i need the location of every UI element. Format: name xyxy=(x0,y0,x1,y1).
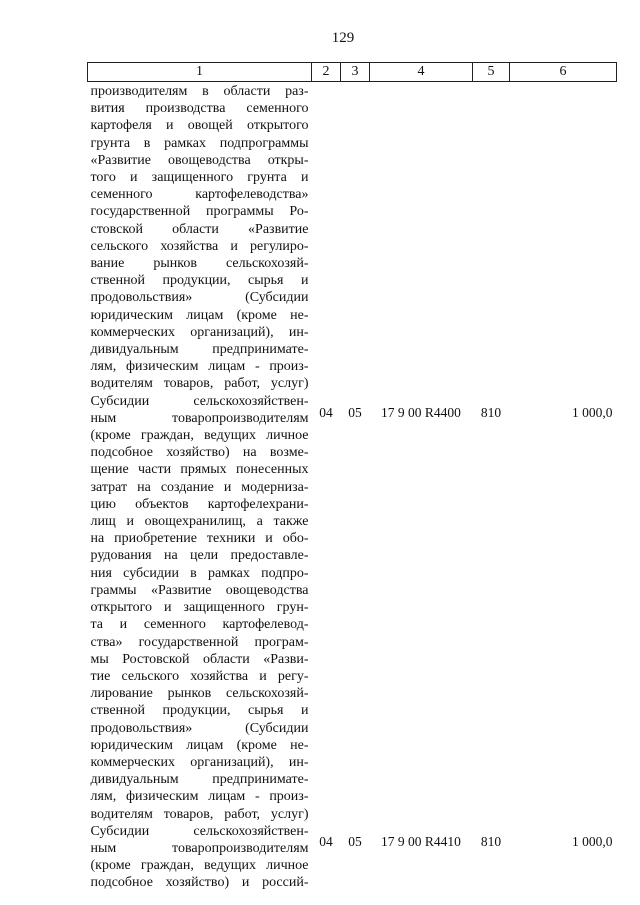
row-section: 04 xyxy=(319,833,333,849)
row-target-code: 17 9 00 R4410 xyxy=(381,833,461,849)
row-expense-type: 810 xyxy=(480,833,502,849)
row-description: производителям в области раз- вития производства семенного картофеля и овощей открытого грунта в рамках подпрограммы «Развитие овощеводства откры- того и защищенного грунта и семенного картофелеводства» государственной программы Ро- стовской области «Развитие сельского хозяйства и регулиро- вание рынков сельскохозяй- ственной продукции, сырья и продовольствия» (Субсидии юридическим лицам (кроме не- коммерческих организаций), ин- дивидуальным предпринимате- лям, физическим лицам - произ- водителям товаров, работ, услуг) xyxy=(90,84,309,392)
page-number: 129 xyxy=(331,30,355,46)
row-amount xyxy=(510,82,617,393)
row-description: Субсидии сельскохозяйствен- ным товаропроизводителям (кроме граждан, ведущих личное подсобное хозяйство) на возме- щение части прямых понесенных затрат на создание и модерниза- цию объектов картофелехрани- лищ и овощехранилищ, а также на приобретение техники и обо- рудования на цели предоставле- ния субсидии в рамках подпро- граммы «Развитие овощеводства открытого и защищенного грун- та и семенного картофелевод- ства» государственной програм- мы Ростовской области «Разви- тие сельского хозяйства и регу- лирование рынков сельскохозяй- ственной продукции, сырья и продовольствия» (Субсидии юридическим лицам (кроме не- коммерческих организаций), ин- дивидуальным предпринимате- лям, физическим лицам - произ- водителям товаров, работ, услуг) xyxy=(90,393,309,822)
budget-table xyxy=(87,62,617,892)
row-subsection: 05 xyxy=(348,833,362,849)
column-header: 6 xyxy=(510,63,617,82)
column-header: 2 xyxy=(312,63,341,82)
row-target-code: 17 9 00 R4400 xyxy=(381,404,461,420)
row-target-code xyxy=(370,82,473,393)
table-row xyxy=(88,393,617,823)
column-header: 1 xyxy=(88,63,312,82)
table-row xyxy=(88,82,617,393)
table-header-row xyxy=(88,63,617,82)
column-header: 5 xyxy=(473,63,510,82)
row-subsection: 05 xyxy=(348,404,362,420)
row-amount: 1 000,0 xyxy=(572,833,613,849)
row-description: Субсидии сельскохозяйствен- ным товаропроизводителям (кроме граждан, ведущих личное подсобное хозяйство) и россий- xyxy=(90,823,309,891)
row-subsection xyxy=(341,82,370,393)
column-header: 3 xyxy=(341,63,370,82)
column-header: 4 xyxy=(370,63,473,82)
row-section xyxy=(312,82,341,393)
row-section: 04 xyxy=(319,404,333,420)
row-amount: 1 000,0 xyxy=(572,404,613,420)
row-expense-type: 810 xyxy=(480,404,502,420)
row-expense-type xyxy=(473,82,510,393)
table-row xyxy=(88,823,617,892)
